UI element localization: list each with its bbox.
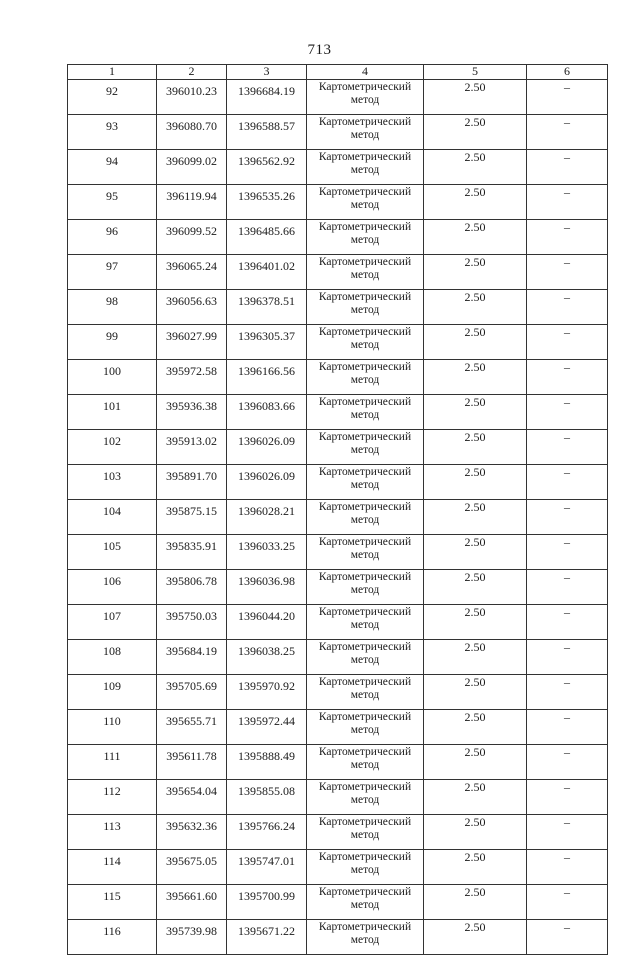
y-coordinate-cell: 1395855.08 [227,780,307,815]
method-cell: Картометрический метод [307,640,424,675]
y-coordinate-cell: 1396044.20 [227,605,307,640]
y-coordinate-cell: 1396401.02 [227,255,307,290]
method-cell: Картометрический метод [307,605,424,640]
table-row [68,535,608,570]
table-row [68,500,608,535]
table-row [68,185,608,220]
x-coordinate-cell: 396099.52 [157,220,227,255]
point-number-cell: 98 [68,290,157,325]
y-coordinate-cell: 1396083.66 [227,395,307,430]
x-coordinate-cell: 395750.03 [157,605,227,640]
accuracy-cell: 2.50 [424,535,527,570]
note-cell: – [527,885,608,920]
note-cell: – [527,290,608,325]
x-coordinate-cell: 395875.15 [157,500,227,535]
note-cell: – [527,675,608,710]
x-coordinate-cell: 396056.63 [157,290,227,325]
method-cell: Картометрический метод [307,850,424,885]
method-cell: Картометрический метод [307,570,424,605]
point-number-cell: 115 [68,885,157,920]
table-row [68,115,608,150]
note-cell: – [527,920,608,955]
table-row [68,360,608,395]
y-coordinate-cell: 1396562.92 [227,150,307,185]
y-coordinate-cell: 1396166.56 [227,360,307,395]
note-cell: – [527,780,608,815]
note-cell: – [527,605,608,640]
method-cell: Картометрический метод [307,150,424,185]
y-coordinate-cell: 1395970.92 [227,675,307,710]
accuracy-cell: 2.50 [424,220,527,255]
x-coordinate-cell: 395611.78 [157,745,227,780]
table-row [68,675,608,710]
column-header-3: 3 [227,65,307,80]
accuracy-cell: 2.50 [424,745,527,780]
column-header-2: 2 [157,65,227,80]
method-cell: Картометрический метод [307,780,424,815]
table-row [68,395,608,430]
note-cell: – [527,640,608,675]
accuracy-cell: 2.50 [424,360,527,395]
x-coordinate-cell: 395705.69 [157,675,227,710]
x-coordinate-cell: 396099.02 [157,150,227,185]
note-cell: – [527,220,608,255]
x-coordinate-cell: 395684.19 [157,640,227,675]
method-cell: Картометрический метод [307,535,424,570]
column-header-5: 5 [424,65,527,80]
column-header-6: 6 [527,65,608,80]
method-cell: Картометрический метод [307,465,424,500]
y-coordinate-cell: 1396378.51 [227,290,307,325]
y-coordinate-cell: 1396026.09 [227,465,307,500]
table-row [68,815,608,850]
method-cell: Картометрический метод [307,255,424,290]
note-cell: – [527,850,608,885]
column-header-4: 4 [307,65,424,80]
accuracy-cell: 2.50 [424,465,527,500]
accuracy-cell: 2.50 [424,640,527,675]
x-coordinate-cell: 395806.78 [157,570,227,605]
accuracy-cell: 2.50 [424,605,527,640]
note-cell: – [527,150,608,185]
point-number-cell: 96 [68,220,157,255]
accuracy-cell: 2.50 [424,920,527,955]
accuracy-cell: 2.50 [424,395,527,430]
accuracy-cell: 2.50 [424,325,527,360]
note-cell: – [527,535,608,570]
x-coordinate-cell: 395972.58 [157,360,227,395]
note-cell: – [527,185,608,220]
point-number-cell: 99 [68,325,157,360]
note-cell: – [527,325,608,360]
table-row [68,220,608,255]
point-number-cell: 113 [68,815,157,850]
accuracy-cell: 2.50 [424,150,527,185]
method-cell: Картометрический метод [307,220,424,255]
accuracy-cell: 2.50 [424,500,527,535]
x-coordinate-cell: 395632.36 [157,815,227,850]
x-coordinate-cell: 396119.94 [157,185,227,220]
point-number-cell: 105 [68,535,157,570]
y-coordinate-cell: 1396535.26 [227,185,307,220]
accuracy-cell: 2.50 [424,815,527,850]
coordinates-table [67,64,608,955]
point-number-cell: 116 [68,920,157,955]
note-cell: – [527,115,608,150]
method-cell: Картометрический метод [307,80,424,115]
point-number-cell: 108 [68,640,157,675]
table-row [68,780,608,815]
table-row [68,850,608,885]
table-body [68,80,608,955]
x-coordinate-cell: 395913.02 [157,430,227,465]
x-coordinate-cell: 396010.23 [157,80,227,115]
point-number-cell: 101 [68,395,157,430]
y-coordinate-cell: 1395888.49 [227,745,307,780]
method-cell: Картометрический метод [307,920,424,955]
page-number: 713 [307,42,332,58]
accuracy-cell: 2.50 [424,850,527,885]
x-coordinate-cell: 396080.70 [157,115,227,150]
y-coordinate-cell: 1396036.98 [227,570,307,605]
x-coordinate-cell: 395654.04 [157,780,227,815]
point-number-cell: 97 [68,255,157,290]
x-coordinate-cell: 395739.98 [157,920,227,955]
y-coordinate-cell: 1395700.99 [227,885,307,920]
table-row [68,640,608,675]
accuracy-cell: 2.50 [424,80,527,115]
table-row [68,325,608,360]
method-cell: Картометрический метод [307,360,424,395]
method-cell: Картометрический метод [307,185,424,220]
y-coordinate-cell: 1395766.24 [227,815,307,850]
y-coordinate-cell: 1396588.57 [227,115,307,150]
accuracy-cell: 2.50 [424,710,527,745]
point-number-cell: 93 [68,115,157,150]
note-cell: – [527,745,608,780]
method-cell: Картометрический метод [307,745,424,780]
table-row [68,255,608,290]
method-cell: Картометрический метод [307,500,424,535]
table-row [68,710,608,745]
point-number-cell: 103 [68,465,157,500]
accuracy-cell: 2.50 [424,570,527,605]
x-coordinate-cell: 395891.70 [157,465,227,500]
y-coordinate-cell: 1396305.37 [227,325,307,360]
table-row [68,430,608,465]
note-cell: – [527,395,608,430]
accuracy-cell: 2.50 [424,290,527,325]
method-cell: Картометрический метод [307,430,424,465]
table-row [68,605,608,640]
point-number-cell: 111 [68,745,157,780]
method-cell: Картометрический метод [307,815,424,850]
x-coordinate-cell: 395936.38 [157,395,227,430]
point-number-cell: 102 [68,430,157,465]
table-row [68,570,608,605]
method-cell: Картометрический метод [307,395,424,430]
point-number-cell: 95 [68,185,157,220]
method-cell: Картометрический метод [307,710,424,745]
accuracy-cell: 2.50 [424,185,527,220]
y-coordinate-cell: 1396038.25 [227,640,307,675]
accuracy-cell: 2.50 [424,885,527,920]
accuracy-cell: 2.50 [424,675,527,710]
accuracy-cell: 2.50 [424,255,527,290]
y-coordinate-cell: 1395972.44 [227,710,307,745]
table-row [68,290,608,325]
note-cell: – [527,500,608,535]
point-number-cell: 92 [68,80,157,115]
table-header [68,65,608,80]
y-coordinate-cell: 1396026.09 [227,430,307,465]
x-coordinate-cell: 395661.60 [157,885,227,920]
x-coordinate-cell: 396065.24 [157,255,227,290]
header-row [68,65,608,80]
y-coordinate-cell: 1395747.01 [227,850,307,885]
note-cell: – [527,465,608,500]
table-row [68,80,608,115]
note-cell: – [527,430,608,465]
note-cell: – [527,710,608,745]
y-coordinate-cell: 1396028.21 [227,500,307,535]
point-number-cell: 100 [68,360,157,395]
table-row [68,920,608,955]
note-cell: – [527,80,608,115]
method-cell: Картометрический метод [307,115,424,150]
x-coordinate-cell: 395655.71 [157,710,227,745]
y-coordinate-cell: 1396684.19 [227,80,307,115]
accuracy-cell: 2.50 [424,115,527,150]
point-number-cell: 104 [68,500,157,535]
table-row [68,465,608,500]
x-coordinate-cell: 395835.91 [157,535,227,570]
y-coordinate-cell: 1396485.66 [227,220,307,255]
point-number-cell: 110 [68,710,157,745]
x-coordinate-cell: 396027.99 [157,325,227,360]
accuracy-cell: 2.50 [424,780,527,815]
method-cell: Картометрический метод [307,325,424,360]
point-number-cell: 109 [68,675,157,710]
accuracy-cell: 2.50 [424,430,527,465]
x-coordinate-cell: 395675.05 [157,850,227,885]
note-cell: – [527,570,608,605]
table-row [68,745,608,780]
note-cell: – [527,360,608,395]
method-cell: Картометрический метод [307,290,424,325]
table-row [68,150,608,185]
y-coordinate-cell: 1395671.22 [227,920,307,955]
table-row [68,885,608,920]
note-cell: – [527,815,608,850]
column-header-1: 1 [68,65,157,80]
y-coordinate-cell: 1396033.25 [227,535,307,570]
point-number-cell: 107 [68,605,157,640]
point-number-cell: 114 [68,850,157,885]
point-number-cell: 106 [68,570,157,605]
method-cell: Картометрический метод [307,885,424,920]
point-number-cell: 94 [68,150,157,185]
point-number-cell: 112 [68,780,157,815]
method-cell: Картометрический метод [307,675,424,710]
note-cell: – [527,255,608,290]
